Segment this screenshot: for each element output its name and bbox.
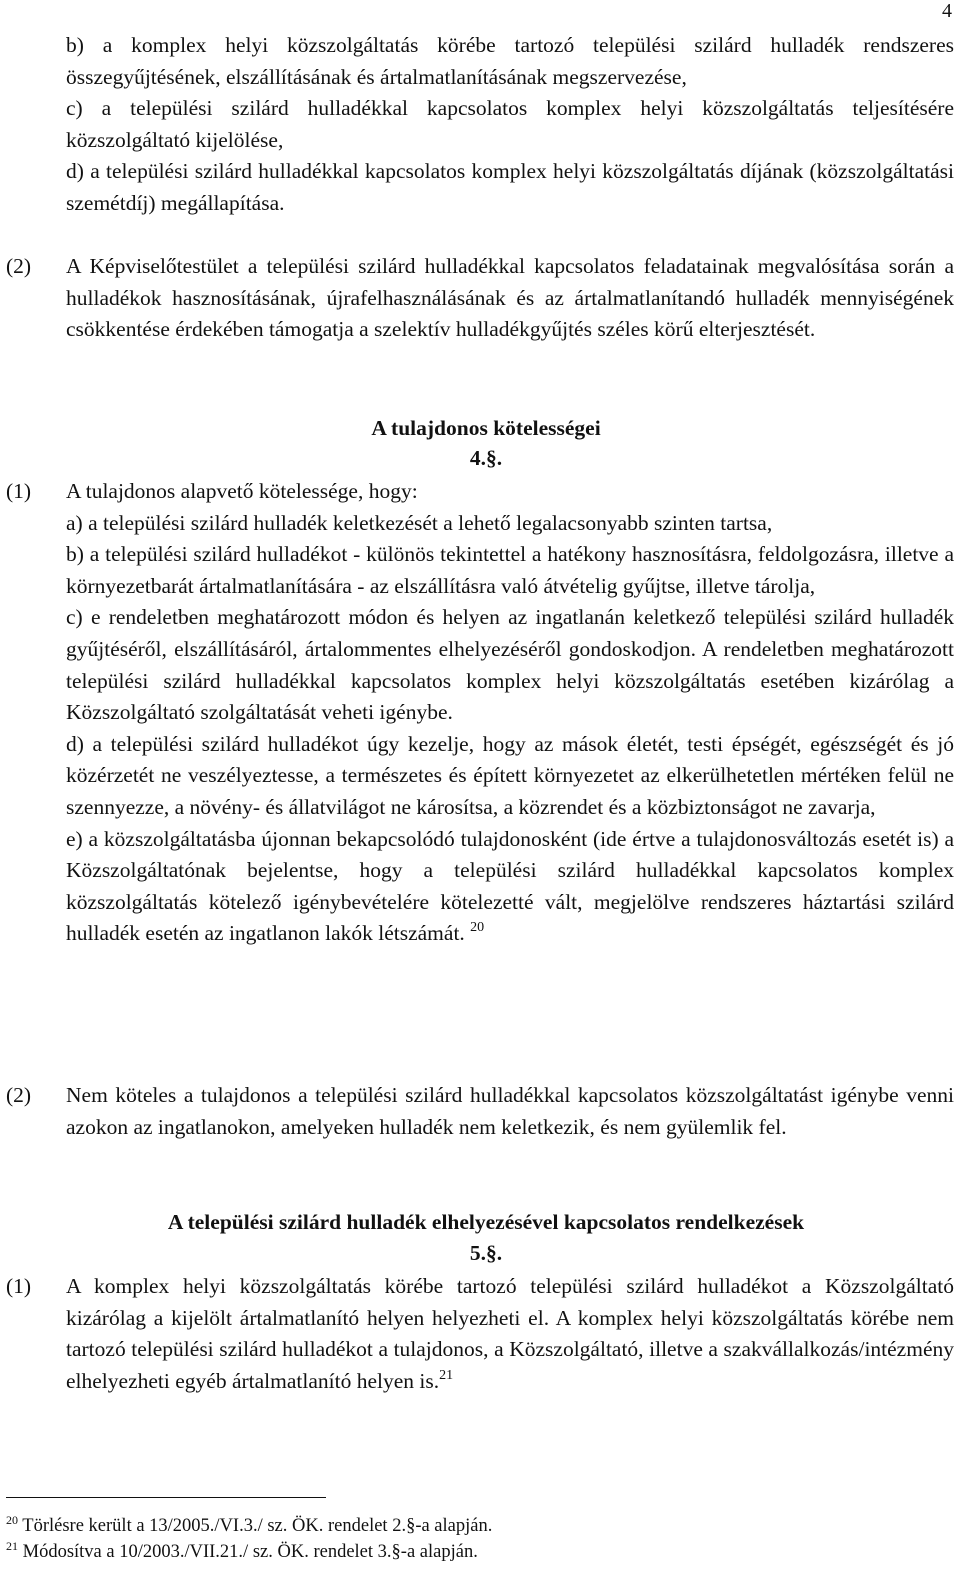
footnote-ref-21[interactable]: 21 [439, 1367, 454, 1383]
section5-number: 5.§. [469, 1241, 503, 1265]
section4-para1-number: (1) [6, 479, 32, 503]
section4-para2 [66, 1080, 954, 1143]
footnote-21 [6, 1540, 478, 1565]
section4-item-c: c) e rendeletben meghatározott módon és helyen az ingatlanán keletkező települési szilárd hulladék gyűjtéséről, elszállításáról, ártalommentes elhelyezéséről gondoskodjon. A rendeletben meghatározott települési szilárd hulladékkal kapcsolatos komplex helyi közszolgáltatás esetében kizárólag a Közszolgáltató szolgáltatását veheti igénybe. [66, 605, 954, 725]
section3-para2-number: (2) [6, 254, 32, 278]
section5-para1-number: (1) [6, 1274, 32, 1298]
section3-items [66, 30, 954, 220]
footnote-20-number: 20 [6, 1513, 18, 1527]
section4-item-a: a) a települési szilárd hulladék keletkezését a lehető legalacsonyabb szinten tartsa, [66, 510, 773, 535]
footnote-20 [6, 1514, 492, 1539]
section4-item-b: b) a települési szilárd hulladékot - különös tekintettel a hatékony hasznosításra, feldolgozásra, illetve a környezetbarát ártalmatlanítására - az elszállításra való átvételig gyűjtse, illetve tárolja, [66, 542, 954, 598]
section4-para1 [66, 476, 954, 953]
section4-para2-number: (2) [6, 1083, 32, 1107]
section4-title: A tulajdonos kötelességei [371, 416, 601, 440]
section3-para2 [66, 251, 954, 346]
footnote-separator [6, 1497, 326, 1498]
section4-number: 4.§. [469, 446, 503, 470]
section4-item-e [66, 824, 954, 953]
section3-item-c: c) a települési szilárd hulladékkal kapcsolatos komplex helyi közszolgáltatás teljesítésére közszolgáltató kijelölése, [66, 96, 954, 152]
section4-para2-text: Nem köteles a tulajdonos a települési szilárd hulladékkal kapcsolatos közszolgáltatást igénybe venni azokon az ingatlanokon, amelyeken hulladék nem keletkezik, és nem gyülemlik fel. [66, 1083, 954, 1139]
footnote-21-text: Módosítva a 10/2003./VII.21./ sz. ÖK. rendelet 3.§-a alapján. [22, 1542, 478, 1562]
section5-title: A települési szilárd hulladék elhelyezésével kapcsolatos rendelkezések [167, 1210, 805, 1234]
section5-para1-content [66, 1271, 954, 1400]
section4-item-d: d) a települési szilárd hulladékot úgy kezelje, hogy az mások életét, testi épségét, egészségét és jó közérzetét ne veszélyeztesse, a természetes és épített környezetet az elkerülhetetlen mértéken felül ne szennyezze, a növény- és állatvilágot ne károsítsa, a közrendet és a közbiztonságot ne zavarja, [66, 731, 954, 819]
section3-para2-text: A Képviselőtestület a települési szilárd hulladékkal kapcsolatos feladatainak megvalósítása során a hulladékok hasznosításának, újrafelhasználásának és az ártalmatlanítandó hulladék mennyiségének csökkentése érdekében támogatja a szelektív hulladékgyűjtés széles körű elterjesztését. [66, 254, 954, 342]
footnote-21-number: 21 [6, 1539, 18, 1553]
section4-para1-intro: A tulajdonos alapvető kötelessége, hogy: [66, 479, 418, 503]
section4-item-e-text: e) a közszolgáltatásba újonnan bekapcsolódó tulajdonosként (ide értve a tulajdonosváltozás esetét is) a Közszolgáltatónak bejelentse, hogy a települési szilárd hulladékkal kapcsolatos komplex közszolgáltatás kötelező igénybevételére kötelezetté vált, megjelölve rendszeres háztartási szilárd hulladék esetén az ingatlanon lakók létszámát. [66, 826, 954, 946]
footnote-20-text: Törlésre került a 13/2005./VI.3./ sz. ÖK. rendelet 2.§-a alapján. [22, 1516, 493, 1536]
footnote-ref-20[interactable]: 20 [470, 920, 485, 936]
section5-para1-text: A komplex helyi közszolgáltatás körébe tartozó települési szilárd hulladékot a Közszolgáltató kizárólag a kijelölt ártalmatlanító helyen helyezheti el. A komplex helyi közszolgáltatás körébe nem tartozó települési szilárd hulladékot a tulajdonos, a Közszolgáltató, illetve a szakvállalkozás/intézmény elhelyezheti egyéb ártalmatlanító helyen is. [66, 1274, 954, 1393]
section5-para1 [66, 1271, 954, 1400]
section3-item-d: d) a települési szilárd hulladékkal kapcsolatos komplex helyi közszolgáltatás díjának (közszolgáltatási szemétdíj) megállapítása. [66, 159, 954, 215]
page-number: 4 [942, 0, 952, 22]
section3-item-b: b) a komplex helyi közszolgáltatás körébe tartozó települési szilárd hulladék rendszeres összegyűjtésének, elszállításának és ártalmatlanításának megszervezése, [66, 33, 954, 89]
